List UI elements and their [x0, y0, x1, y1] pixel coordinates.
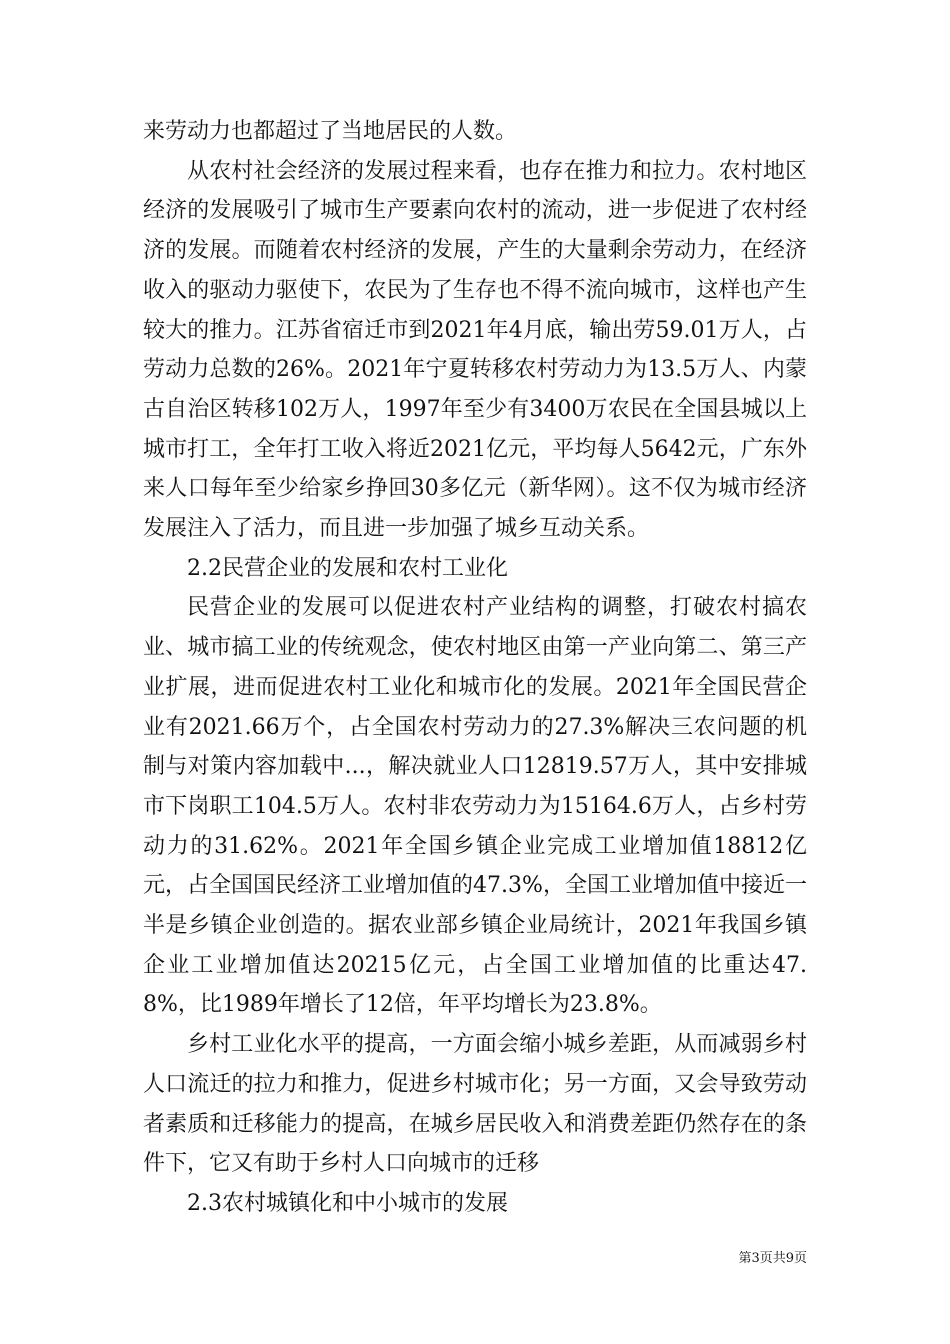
- section-heading-2-3: 2.3农村城镇化和中小城市的发展: [187, 1190, 508, 1216]
- paragraph-rural-industrialization: 乡村工业化水平的提高，一方面会缩小城乡差距，从而减弱乡村人口流迁的拉力和推力，促进乡村城市化；另一方面，又会导致劳动者素质和迁移能力的提高，在城乡居民收入和消费差距仍然存在的条件下，它又有助于乡村人口向城市的迁移: [143, 1032, 807, 1177]
- page-number-footer: 第3页共9页: [738, 1251, 807, 1266]
- section-heading-2-2: 2.2民营企业的发展和农村工业化: [187, 555, 508, 581]
- paragraph-push-pull-forces: 从农村社会经济的发展过程来看，也存在推力和拉力。农村地区经济的发展吸引了城市生产要素向农村的流动，进一步促进了农村经济的发展。而随着农村经济的发展，产生的大量剩余劳动力，在经济收入的驱动力驱使下，农民为了生存也不得不流向城市，这样也产生较大的推力。江苏省宿迁市到2021年4月底，输出劳59.01万人，占劳动力总数的26%。2021年宁夏转移农村劳动力为13.5万人、内蒙古自治区转移102万人，1997年至少有3400万农民在全国县城以上城市打工，全年打工收入将近2021亿元，平均每人5642元，广东外来人口每年至少给家乡挣回30多亿元（新华网）。这不仅为城市经济发展注入了活力，而且进一步加强了城乡互动关系。: [143, 158, 807, 542]
- paragraph-continuation: 来劳动力也都超过了当地居民的人数。: [143, 119, 518, 144]
- document-body: [143, 112, 807, 1224]
- paragraph-private-enterprises: 民营企业的发展可以促进农村产业结构的调整，打破农村搞农业、城市搞工业的传统观念，使农村地区由第一产业向第二、第三产业扩展，进而促进农村工业化和城市化的发展。2021年全国民营企业有2021.66万个，占全国农村劳动力的27.3%解决三农问题的机制与对策内容加载中...，解决就业人口12819.57万人，其中安排城市下岗职工104.5万人。农村非农劳动力为15164.6万人，占乡村劳动力的31.62%。2021年全国乡镇企业完成工业增加值18812亿元，占全国国民经济工业增加值的47.3%，全国工业增加值中接近一半是乡镇企业创造的。据农业部乡镇企业局统计，2021年我国乡镇企业工业增加值达20215亿元，占全国工业增加值的比重达47.8%，比1989年增长了12倍，年平均增长为23.8%。: [143, 595, 807, 1018]
